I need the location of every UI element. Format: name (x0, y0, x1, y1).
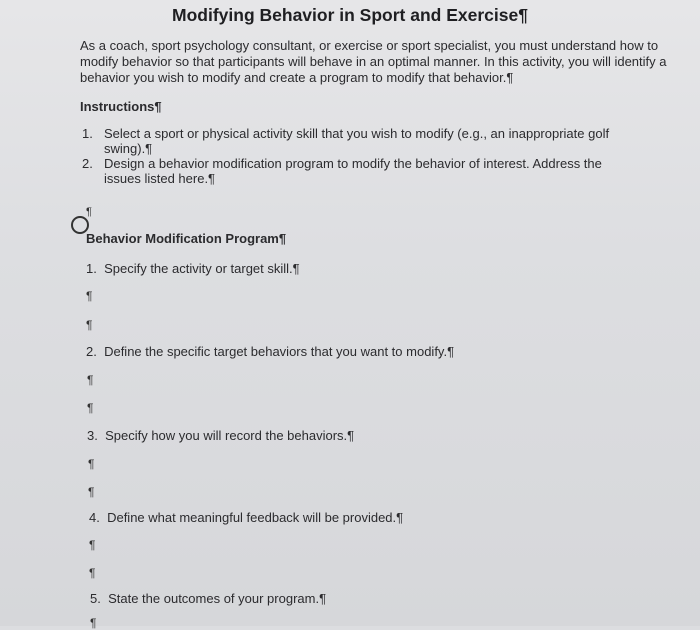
pilcrow-mark: ¶ (86, 289, 93, 303)
page-title: Modifying Behavior in Sport and Exercise¶ (172, 5, 528, 25)
program-heading: Behavior Modification Program¶ (86, 231, 287, 246)
instruction-item-1 (82, 126, 642, 156)
program-text: Specify the activity or target skill.¶ (104, 261, 300, 276)
instructions-heading: Instructions¶ (80, 99, 162, 114)
pilcrow-mark: ¶ (87, 373, 94, 387)
pilcrow-mark: ¶ (90, 616, 97, 630)
program-number: 2. (86, 344, 97, 359)
program-number: 1. (86, 261, 97, 276)
pilcrow-mark: ¶ (88, 485, 95, 499)
program-text: Define the specific target behaviors that you want to modify.¶ (104, 344, 455, 359)
instruction-number: 2. (82, 156, 93, 171)
program-text: Define what meaningful feedback will be provided.¶ (107, 510, 404, 525)
pilcrow-mark: ¶ (89, 538, 96, 552)
intro-paragraph: As a coach, sport psychology consultant, or exercise or sport specialist, you must understand how to modify behavior so that participants will behave in an optimal manner. In this activity, you will identify a behavior you wish to modify and create a program to modify that behavior.¶ (80, 38, 667, 85)
pilcrow-mark: ¶ (88, 457, 95, 471)
program-item-3 (87, 428, 354, 443)
program-item-2 (86, 344, 454, 359)
instruction-number: 1. (82, 126, 93, 141)
program-item-5 (90, 591, 326, 606)
program-text: Specify how you will record the behaviors.¶ (105, 428, 355, 443)
pilcrow-mark: ¶ (86, 318, 93, 332)
pilcrow-mark: ¶ (87, 401, 94, 415)
instruction-text: Design a behavior modification program to modify the behavior of interest. Address the issues listed here.¶ (104, 156, 602, 186)
program-number: 5. (90, 591, 101, 606)
program-item-4 (89, 510, 403, 525)
program-number: 3. (87, 428, 98, 443)
pilcrow-mark: ¶ (89, 566, 96, 580)
program-text: State the outcomes of your program.¶ (108, 591, 327, 606)
program-number: 4. (89, 510, 100, 525)
program-item-1 (86, 261, 300, 276)
instruction-item-2 (82, 156, 642, 186)
instruction-text: Select a sport or physical activity skill that you wish to modify (e.g., an inappropriate golf swing).¶ (104, 126, 610, 156)
pilcrow-mark: ¶ (86, 206, 92, 218)
